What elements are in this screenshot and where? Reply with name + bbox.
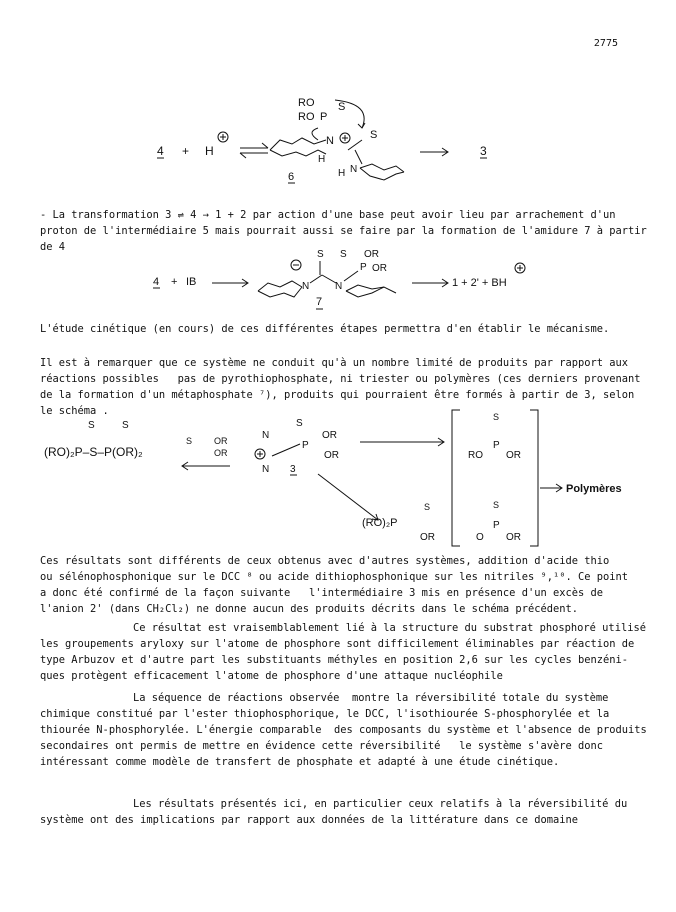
scheme3-N-bottom: N — [262, 464, 270, 475]
scheme3-S-a: S — [88, 420, 95, 431]
scheme1-H: H — [205, 144, 214, 158]
page-number: 2775 — [593, 38, 618, 49]
scheme1-HN2: H — [338, 168, 346, 179]
para5-line3: type Arbuzov et d'autre part les substituants méthyles en position 2,6 sur les cycles benzéni- — [40, 654, 629, 666]
para7-line2: système ont des implications par rapport aux données de la littérature dans ce domaine — [40, 814, 578, 826]
scheme1-S-top: S — [338, 101, 346, 113]
para6-line2: chimique constitué par l'ester thiophosphorique, le DCC, l'isothiourée S-phosphorylée et la — [40, 708, 610, 720]
scheme3-box-O: O — [476, 532, 484, 543]
scheme2-OR2: OR — [372, 263, 387, 274]
para6-line5: intéressant comme modèle de transfert de phosphate et adapté à une étude cinétique. — [40, 756, 560, 768]
para6-line4: secondaires ont permis de mettre en évidence cette réversibilité le système s'avère donc — [40, 740, 604, 752]
scheme1-plus: + — [182, 144, 190, 158]
scheme2-OR1: OR — [364, 249, 379, 260]
scheme1-intermediate-6: 6 — [288, 171, 295, 183]
para6-line1: La séquence de réactions observée montre la réversibilité totale du système — [133, 692, 609, 704]
scheme2-base: IB — [186, 276, 197, 288]
para4-line1: Ces résultats sont différents de ceux obtenus avec d'autres systèmes, addition d'acide thio — [40, 555, 610, 567]
scheme3-box-OR: OR — [506, 450, 521, 461]
para6-line3: thiourée N-phosphorylée. L'énergie comparable des composants du système et l'absence de produits — [40, 724, 647, 736]
scheme1-RO1: RO — [298, 97, 315, 109]
para1-line2: proton de l'intermédiaire 5 mais pourrait aussi se faire par la formation de l'amidure 7 à partir — [40, 225, 647, 237]
scheme3-metaphos-OR2: OR — [214, 448, 228, 458]
scheme2-products: 1 + 2' + BH — [452, 277, 507, 289]
scheme3-box-P2: P — [493, 520, 500, 531]
scheme2-S2: S — [340, 249, 347, 260]
scheme3-center-P: P — [302, 440, 309, 451]
scheme3-polymeres: Polymères — [566, 483, 622, 495]
para1-line3: de 4 — [40, 241, 66, 253]
scheme2-N1: N — [302, 281, 310, 292]
scheme-1 — [0, 88, 676, 198]
scheme3-center-label: 3 — [290, 464, 296, 475]
scheme1-N-plus: N — [326, 135, 334, 147]
scheme-2 — [0, 245, 676, 315]
scheme3-box-OR2: OR — [506, 532, 521, 543]
scheme2-plus: + — [171, 276, 178, 288]
scheme3-metaphos-OR1: OR — [214, 436, 228, 446]
scheme3-box-P1: P — [493, 440, 500, 451]
para4-line2: ou sélénophosphonique sur le DCC ⁸ ou acide dithiophosphonique sur les nitriles ⁹,¹⁰. Ce point — [40, 571, 629, 583]
scheme3-bottom-S: S — [424, 502, 431, 512]
scheme2-anion-label: 7 — [316, 296, 323, 308]
para5-line1: Ce résultat est vraisemblablement lié à la structure du substrat phosphoré utilisé — [133, 622, 646, 634]
scheme3-bottom-OR: OR — [420, 532, 435, 543]
scheme1-reagent-4: 4 — [157, 144, 164, 158]
scheme2-reagent: 4 — [153, 276, 160, 288]
scheme3-box-S1: S — [493, 412, 500, 422]
scheme3-left-formula: (RO)₂P–S–P(OR)₂ — [44, 445, 143, 459]
para3-line4: le schéma . — [40, 405, 109, 417]
scheme1-H-N: H — [318, 154, 326, 165]
scheme1-S-right: S — [370, 129, 378, 141]
scheme3-metaphos-S1: S — [186, 436, 193, 446]
scheme3-center-OR2: OR — [324, 450, 339, 461]
scheme1-product-3: 3 — [480, 144, 487, 158]
para3-line2: réactions possibles pas de pyrothiophosphate, ni triester ou polymères (ces derniers provenant — [40, 373, 641, 385]
scheme3-N-top: N — [262, 430, 270, 441]
para4-line4: l'anion 2' (dans CH₂Cl₂) ne donne aucun des produits décrits dans le schéma précédent. — [40, 603, 578, 615]
para5-line2: les groupements aryloxy sur l'atome de phosphore sont difficilement éliminables par réaction de — [40, 638, 635, 650]
scheme1-P: P — [320, 111, 328, 123]
para7-line1: Les résultats présentés ici, en particulier ceux relatifs à la réversibilité du — [133, 798, 628, 810]
para1-line1: - La transformation 3 ⇌ 4 → 1 + 2 par action d'une base peut avoir lieu par arrachement d'un — [40, 209, 616, 221]
scheme3-S-b: S — [122, 420, 129, 431]
para5-line4: ques protègent efficacement l'atome de phosphore d'une attaque nucléophile — [40, 670, 503, 682]
scheme1-N2: N — [350, 164, 358, 175]
para3-line1: Il est à remarquer que ce système ne conduit qu'à un nombre limité de produits par rapport aux — [40, 357, 629, 369]
scheme3-center-S: S — [296, 418, 303, 429]
scheme3-bottom-formula: (RO)₂P — [362, 517, 398, 529]
para4-line3: a donc été confirmé de la façon suivante l'intermédiaire 3 mis en présence d'un excès de — [40, 587, 604, 599]
scheme2-S1: S — [317, 249, 324, 260]
scheme-3 — [0, 408, 676, 548]
para3-line3: de la formation d'un métaphosphate ⁷), produits qui pourraient être formés à partir de 3, selon — [40, 389, 635, 401]
scheme3-box-S2: S — [493, 500, 500, 510]
scheme2-N2: N — [335, 281, 343, 292]
scheme3-center-OR1: OR — [322, 430, 337, 441]
scheme3-box-RO: RO — [468, 450, 483, 461]
scheme1-RO2: RO — [298, 111, 315, 123]
para2: L'étude cinétique (en cours) de ces différentes étapes permettra d'en établir le mécanisme. — [40, 323, 610, 335]
scheme2-P: P — [360, 262, 367, 273]
